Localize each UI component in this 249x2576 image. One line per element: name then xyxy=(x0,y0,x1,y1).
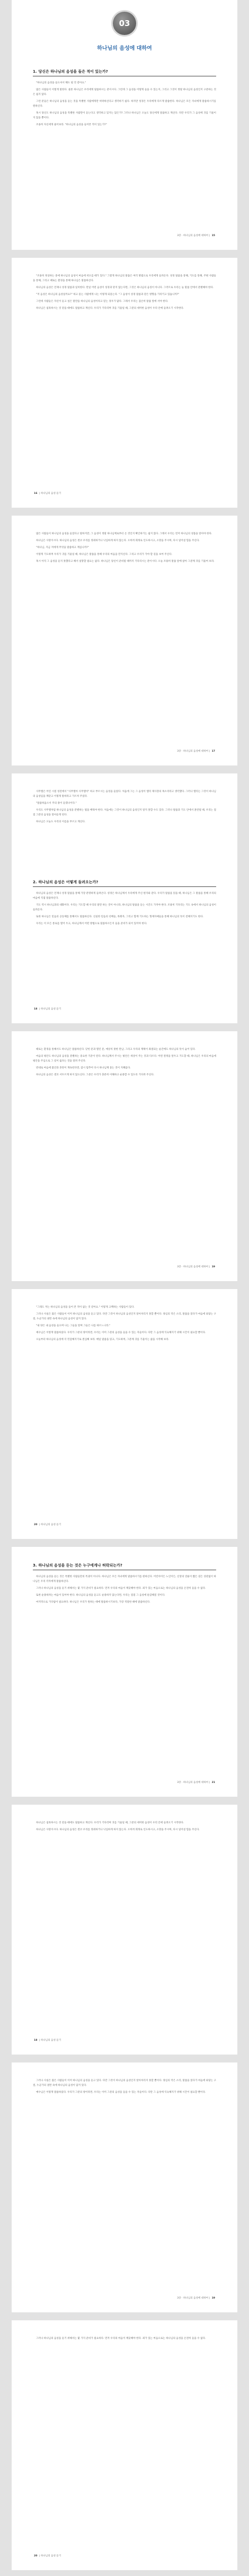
footer-text: 하나님의 음성 듣기 xyxy=(40,2039,61,2042)
body-text xyxy=(33,532,216,566)
paragraph: 하나님의 음성을 듣는 것은 특별한 사람들만의 특권이 아니다. 하나님은 모든 자녀에게 말씀하시기를 원하신다. 어린아이든 노인이든, 신앙의 연륜이 짧든 길든 상관없이 하나님은 우리 각자에게 말씀하신다. xyxy=(33,1576,216,1583)
paragraph: 때로는 환경을 통해서도 하나님은 말씀하신다. 닫힌 문과 열린 문, 예상치 못한 만남, 그리고 우리의 계획이 좌절되는 순간에도 하나님의 뜻이 숨어 있다. xyxy=(36,1048,196,1051)
footer-text: 하나님의 음성 듣기 xyxy=(40,2555,61,2557)
body-text xyxy=(33,1574,216,1607)
paragraph: 그러나 사실은 많은 사람들이 이미 하나님의 음성을 듣고 있다. 다만 그것이 하나님의 음성인지 알아차리지 못할 뿐이다. 양심의 작은 소리, 말씀을 읽다가 마음에 와닿는 구절, 누군가의 권면 속에 하나님의 음성이 담겨 있다. xyxy=(33,1313,216,1320)
page-number: 18 xyxy=(34,2039,38,2042)
body-text xyxy=(33,1305,216,1344)
paragraph: 예수님은 이렇게 말씀하셨다. 우리가 그분의 양이라면, 우리는 이미 그분의 음성을 들을 수 있는 자들이다. 다만 그 음성에 익숙해지기 위해 시간이 필요할 뿐이다. xyxy=(36,2091,206,2094)
paragraph: "하나님의 음성을 들으셔서 해도 될 것 같아요." xyxy=(36,82,86,84)
page-number: 15 xyxy=(211,234,215,237)
paragraph: 혹시 당신도 하나님의 음성을 특별한 사람만이 듣는다고 생각하고 있지는 않은가? 그러나 하나님은 오늘도 당신에게 말씀하고 계신다. 다만 우리가 그 음성에 귀를 기울이지 않을 뿐이다. xyxy=(33,112,216,119)
section-title: 당신은 하나님의 음성을 들은 적이 있는가? xyxy=(38,69,108,74)
page-number: 20 xyxy=(34,2555,38,2557)
paragraph: 많은 사람들이 하나님의 음성을 들었다고 말하지만, 그 음성이 정말 하나님께로부터 온 것인지 확인하기는 쉽지 않다. 그래서 우리는 먼저 하나님의 성품을 알아야 한다. xyxy=(36,533,212,535)
paragraph: 그런 분들은 하나님의 음성을 듣는 것을 특별한 사람에게만 허락하신다고 생각하기 쉽다. 하지만 성경은 우리에게 다르게 말씀한다. 하나님은 모든 자녀에게 말씀하시기를 원하신다. xyxy=(33,100,216,108)
footer-text: 하나님의 음성 듣기 xyxy=(40,1524,61,1526)
paragraph: 마지막으로 기다림이 필요하다. 하나님은 우리가 원하는 때에 말씀하시기보다, 가장 적절한 때에 말씀하신다. xyxy=(36,1601,150,1604)
page-footer: 3장 · 하나님의 음성에 대하여 | 15 xyxy=(177,234,215,237)
body-text xyxy=(33,1047,216,1080)
paragraph: 조용히 자신에게 물어보라. "하나님의 음성을 들어본 적이 있는가?" xyxy=(36,124,107,126)
footer-text: 3장 · 하나님의 음성에 대하여 xyxy=(177,2297,209,2300)
chapter-number: 03 xyxy=(119,19,130,28)
paragraph: 그러나 하나님의 음성을 듣기 위해서는 몇 가지 준비가 필요하다. 먼저 우리의 마음이 깨끗해야 한다. 죄가 있는 마음으로는 하나님의 음성을 온전히 들을 수 없다. xyxy=(36,1587,206,1590)
paragraph: 하나님은 오늘도 우리의 이름을 부르고 계신다. xyxy=(36,821,86,823)
document-page xyxy=(12,1805,237,2055)
chapter-badge xyxy=(113,12,136,35)
paragraph: 이렇게 기도하며 우리가 귀를 기울일 때, 하나님은 말씀을 통해 우리의 마음을 만지신다. 그리고 우리가 가야 할 길을 보여 주신다. xyxy=(36,553,172,556)
chapter-title: 하나님의 음성에 대하여 xyxy=(97,46,152,51)
footer-text: 3장 · 하나님의 음성에 대하여 xyxy=(177,1781,209,1784)
paragraph: "하나님, 지금 저에게 무엇을 말씀하고 계십니까?" xyxy=(36,546,89,549)
paragraph: 그러나 하나님의 음성을 듣기 위해서는 몇 가지 준비가 필요하다. 먼저 우리의 마음이 깨끗해야 한다. 죄가 있는 마음으로는 하나님의 음성을 온전히 들을 수 없다. xyxy=(36,2337,206,2340)
paragraph: 오늘부터 하나님의 음성에 더 민감해지기로 결심해 보라. 매일 말씀을 읽고, 기도하며, 그분께 귀를 기울이는 삶을 시작해 보라. xyxy=(36,1338,170,1341)
footer-text: 3장 · 하나님의 음성에 대하여 xyxy=(177,750,209,753)
paragraph: 혹시 아직 그 음성을 듣지 못했다고 해서 실망할 필요는 없다. 하나님은 당신이 준비될 때까지 기다리시는 분이시다. 오늘 조용히 말씀 앞에 앉아 그분께 귀를 기울여 보라. xyxy=(36,560,215,563)
section-heading xyxy=(33,880,216,887)
document-page xyxy=(12,0,237,250)
page-number: 19 xyxy=(211,1266,215,1268)
paragraph: 사무엘은 어린 시절 성전에서 "사무엘아 사무엘아" 하고 부르시는 음성을 들었다. 처음에 그는 그 음성이 엘리 제사장의 목소리라고 생각했다. 그러나 엘리는 그것이 하나님의 음성임을 깨닫고 이렇게 말하라고 가르쳐 주었다. xyxy=(33,790,216,798)
paragraph: 마음의 평안도 하나님의 음성을 분별하는 중요한 기준이 된다. 하나님께서 주시는 평안은 세상이 주는 것과 다르다. 어떤 결정을 앞두고 기도할 때, 하나님은 우리의 마음에 평안을 주심으로 그 길이 옳다는 것을 알려 주신다. xyxy=(33,1055,216,1063)
paragraph: 하나님의 음성은 언제나 성경 말씀과 일치한다. 만일 어떤 음성이 성경과 맞지 않는다면, 그것은 하나님의 음성이 아니다. 그러므로 우리는 늘 말씀 안에서 분별해야 한다. xyxy=(36,286,214,289)
paragraph: 반대로 마음에 불안과 혼란이 계속된다면, 잠시 멈추어 다시 하나님께 묻는 것이 지혜롭다. xyxy=(36,1067,131,1069)
paragraph: 많은 사람들이 이렇게 말한다. 물론 하나님은 우리에게 말씀하시는 분이시다. 그런데 그 음성을 어떻게 들을 수 있는지, 그리고 그것이 정말 하나님의 음성인지 구분하는 것은 쉽지 않다. xyxy=(33,89,216,96)
paragraph: 하나님은 침묵하시는 것 같을 때에도 말씀하고 계신다. 우리가 기다리며 귀를 기울일 때, 그분의 세미한 음성이 우리 안에 들려오기 시작한다. xyxy=(36,307,184,310)
paragraph: 그러나 사실은 많은 사람들이 이미 하나님의 음성을 듣고 있다. 다만 그것이 하나님의 음성인지 알아차리지 못할 뿐이다. 양심의 작은 소리, 말씀을 읽다가 마음에 와닿는 구절, 누군가의 권면 속에 하나님의 음성이 담겨 있다. xyxy=(33,2079,216,2087)
footer-text: 하나님의 음성 듣기 xyxy=(40,1008,61,1011)
page-footer: 18 | 하나님의 음성 듣기 xyxy=(34,2039,61,2042)
body-text xyxy=(33,2078,216,2097)
paragraph: "말씀하옵소서 주의 종이 듣겠나이다." xyxy=(36,802,77,805)
section-number: 1. xyxy=(33,69,37,74)
paragraph: 기도 역시 하나님과의 대화이다. 우리는 기도할 때 우리의 말만 하는 것이 아니라, 하나님의 말씀을 듣는 시간도 가져야 한다. 조용히 기다리는 기도 속에서 하나님의 음성이 들려온다. xyxy=(33,904,216,911)
page-footer: 3장 · 하나님의 음성에 대하여 | 19 xyxy=(177,2297,215,2300)
paragraph: 우리는 이 모든 통로를 열어 두고, 하나님께서 어떤 방법으로 말씀하시든지 들을 준비가 되어 있어야 한다. xyxy=(36,923,147,925)
paragraph: 하나님은 침묵하시는 것 같을 때에도 말씀하고 계신다. 우리가 기다리며 귀를 기울일 때, 그분의 세미한 음성이 우리 안에 들려오기 시작한다. xyxy=(36,1822,184,1824)
page-number: 16 xyxy=(34,492,38,495)
page-number: 18 xyxy=(34,1008,38,1011)
paragraph: "저 음성은 하나님의 음성일까요?" 하고 묻는 사람에게 나는 이렇게 되묻는다. "그 음성이 성경 말씀과 같은 방향을 가리키고 있습니까?" xyxy=(36,293,180,296)
document-page xyxy=(12,258,237,508)
document-page xyxy=(12,1547,237,1797)
page-footer: 18 | 하나님의 음성 듣기 xyxy=(34,1008,61,1011)
paragraph: 하나님의 음성은 결코 서두르게 하지 않으신다. 그분은 우리가 충분히 이해하고 순종할 수 있도록 기다려 주신다. xyxy=(36,1074,155,1076)
document-page xyxy=(12,2320,237,2570)
document-page xyxy=(12,1289,237,1539)
paragraph: 우리도 사무엘처럼 하나님의 음성을 분별하는 법을 배워야 한다. 처음에는 그것이 하나님의 음성인지 알지 못할 수도 있다. 그러나 말씀과 기도 안에서 훈련될 때, 우리는 점점 그분의 음성을 알아듣게 된다. xyxy=(33,809,216,816)
document-page xyxy=(12,1031,237,1281)
page-footer: 3장 · 하나님의 음성에 대하여 | 17 xyxy=(177,750,215,753)
page-number: 21 xyxy=(211,1781,215,1784)
page-number: 19 xyxy=(211,2297,215,2300)
paragraph: "그래도 저는 하나님의 음성을 들어 본 적이 없는 것 같아요." 이렇게 고백하는 사람들이 있다. xyxy=(36,1306,135,1309)
page-number: 20 xyxy=(34,1524,38,1526)
paragraph: 하나님은 사랑이시다. 하나님의 음성은 결코 우리를 정죄하거나 낙심하게 하지 않는다. 오히려 회개로 인도하시고, 소망을 주시며, 다시 일어설 힘을 주신다. xyxy=(36,539,200,542)
document-page xyxy=(12,773,237,1023)
paragraph: "조용히 묵상하는 중에 하나님의 음성이 마음에 떠오를 때가 있다." 그렇게 하나님의 말씀은 여러 방법으로 우리에게 들려온다. 성경 말씀을 통해, 기도를 통해, 주변 사람들을 통해, 그리고 때로는 환경을 통해 하나님은 말씀하신다. xyxy=(33,275,216,282)
paragraph: 하나님의 음성은 언제나 성경 말씀을 통해 가장 분명하게 들려온다. 성경은 하나님께서 우리에게 주신 편지와 같다. 우리가 말씀을 읽을 때, 하나님은 그 말씀을 통해 우리의 마음에 직접 말씀하신다. xyxy=(33,892,216,900)
paragraph: 그런데 사람들은 자신이 듣고 싶은 말만을 하나님의 음성이라고 믿는 경우가 많다. 그래서 우리는 겸손히 말씀 앞에 서야 한다. xyxy=(36,300,168,303)
section-heading xyxy=(33,69,216,76)
paragraph: 하나님은 사랑이시다. 하나님의 음성은 결코 우리를 정죄하거나 낙심하게 하지 않는다. 오히려 회개로 인도하시고, 소망을 주시며, 다시 일어설 힘을 주신다. xyxy=(36,1829,200,1831)
page-footer: 20 | 하나님의 음성 듣기 xyxy=(34,2555,61,2557)
body-text xyxy=(33,1821,216,1834)
paragraph: 예수님은 이렇게 말씀하셨다. 우리가 그분의 양이라면, 우리는 이미 그분의 음성을 들을 수 있는 자들이다. 다만 그 음성에 익숙해지기 위해 시간이 필요할 뿐이다. xyxy=(36,1331,206,1334)
paragraph: 또한 순종하려는 마음이 있어야 한다. 하나님의 음성을 듣고도 순종하지 않는다면, 우리는 점점 그 음성에 둔감해질 것이다. xyxy=(36,1594,165,1597)
page-footer: 3장 · 하나님의 음성에 대하여 | 21 xyxy=(177,1781,215,1784)
paragraph: 또한 하나님은 믿음의 공동체를 통해서도 말씀하신다. 신실한 믿음의 선배들, 목회자, 그리고 함께 기도하는 형제자매들을 통해 하나님의 뜻이 전해지기도 한다. xyxy=(36,916,204,918)
body-text xyxy=(33,2336,216,2343)
footer-text: 하나님의 음성 듣기 xyxy=(40,492,61,495)
section-number: 3. xyxy=(33,1563,37,1568)
footer-text: 3장 · 하나님의 음성에 대하여 xyxy=(177,1266,209,1268)
section-heading xyxy=(33,1563,216,1570)
body-text xyxy=(33,789,216,826)
body-text xyxy=(33,274,216,313)
paragraph: "내 양은 내 음성을 들으며 나는 그들을 알며 그들은 나를 따르느니라." xyxy=(36,1325,111,1327)
document-page xyxy=(12,516,237,765)
body-text xyxy=(33,891,216,928)
page-number: 17 xyxy=(211,750,215,753)
page-footer: 20 | 하나님의 음성 듣기 xyxy=(34,1524,61,1526)
section-number: 2. xyxy=(33,880,37,884)
footer-text: 3장 · 하나님의 음성에 대하여 xyxy=(177,234,209,237)
page-footer: 3장 · 하나님의 음성에 대하여 | 19 xyxy=(177,1266,215,1268)
document-page xyxy=(12,2062,237,2312)
section-title: 하나님의 음성은 어떻게 들려오는가? xyxy=(38,880,99,884)
section-title: 하나님의 음성을 듣는 것은 누구에게나 허락되는가? xyxy=(38,1563,122,1568)
body-text xyxy=(33,81,216,129)
page-footer: 16 | 하나님의 음성 듣기 xyxy=(34,492,61,495)
